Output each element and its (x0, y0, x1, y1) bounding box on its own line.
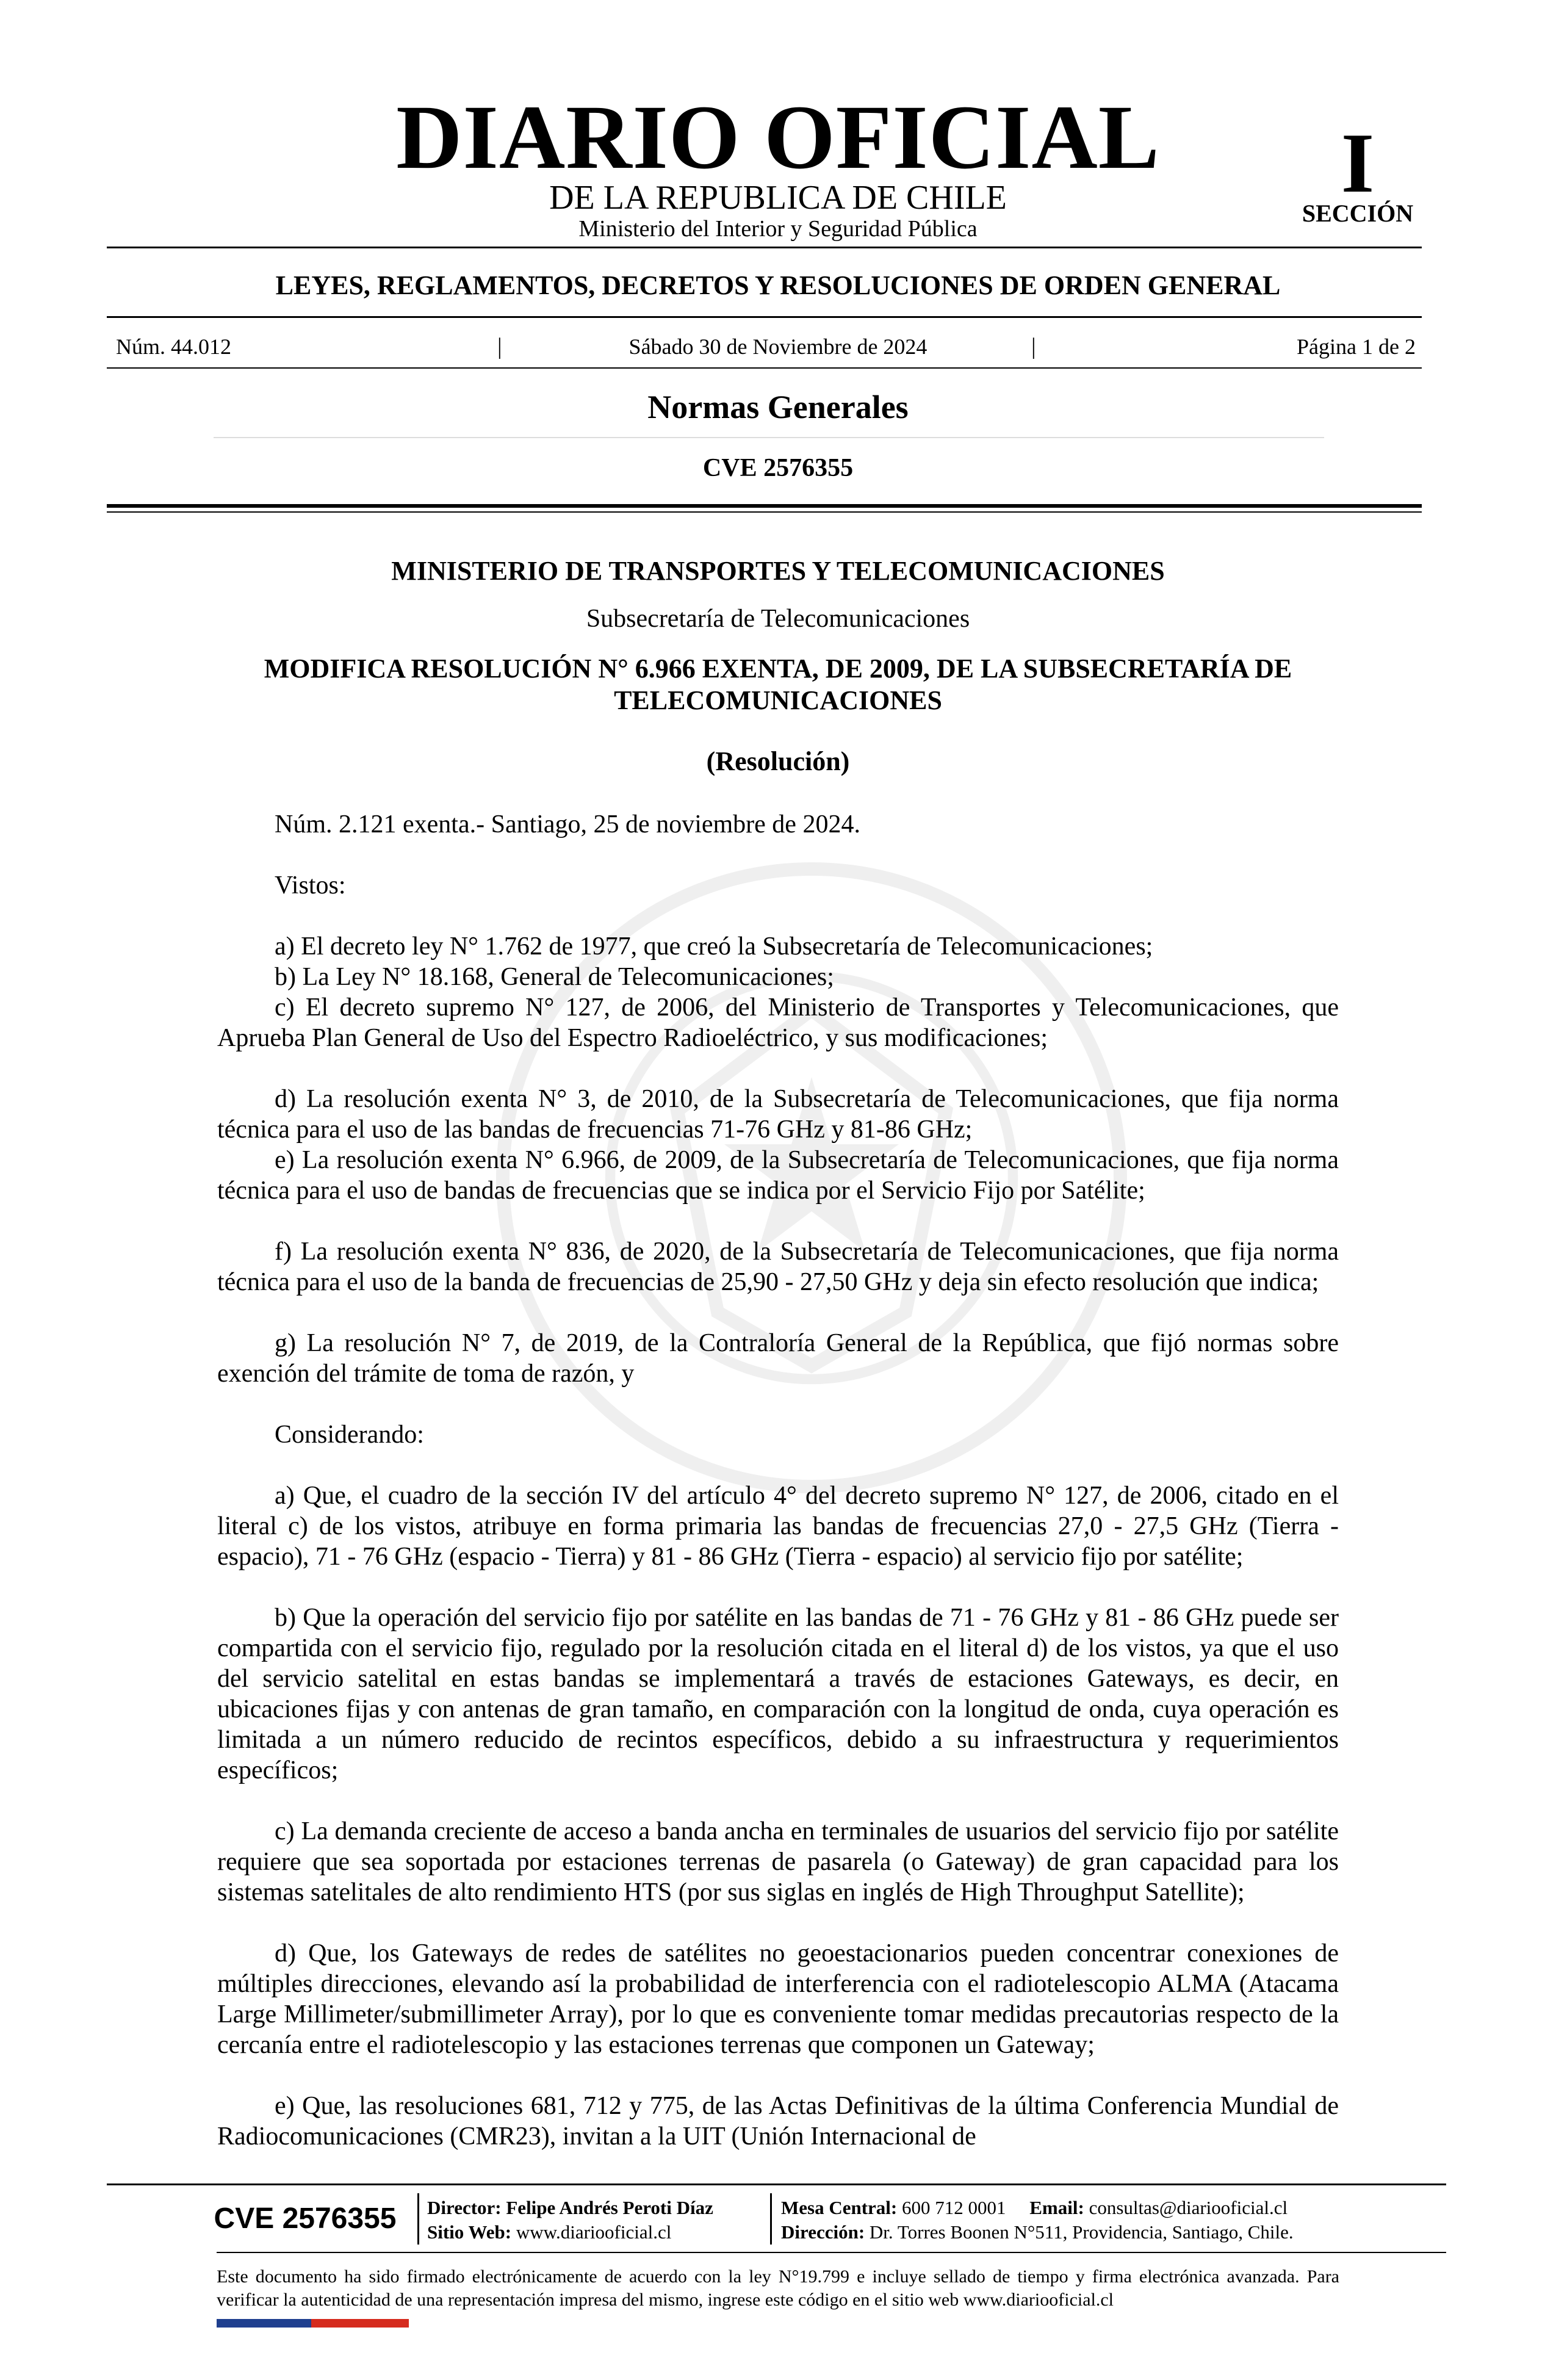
category-rule (107, 316, 1422, 318)
footer-rule (107, 2183, 1446, 2185)
footer-separator (417, 2193, 419, 2245)
considerando-a: a) Que, el cuadro de la sección IV del artículo 4° del decreto supremo N° 127, de 2006, citado en el literal c) de los vistos, atribuye en forma primaria las bandas de frecuencias 27,0 - 27,5 GHz (Tierra -espacio), 71 - 76 GHz (espacio - Tierra) y 81 - 86 GHz (Tierra - espacio) al servicio fijo por satélite; (217, 1482, 1339, 1571)
phone-label: Mesa Central: (781, 2197, 898, 2218)
director-label: Director: (427, 2197, 502, 2218)
document-type: (Resolución) (706, 746, 850, 776)
address-text: Dr. Torres Boonen N°511, Providencia, Santiago, Chile. (869, 2221, 1294, 2243)
visto-g: g) La resolución N° 7, de 2019, de la Contraloría General de la República, que fijó normas sobre exención del trámite de toma de razón, y (217, 1329, 1339, 1388)
section-title-rule (214, 437, 1324, 438)
considerando-b: b) Que la operación del servicio fijo por satélite en las bandas de 71 - 76 GHz y 81 - 86 GHz puede ser compartida con el servicio fijo, regulado por la resolución citada en el literal d) de los vistos, ya que el uso del servicio satelital en estas bandas se implementará a través de estaciones Gateways, es decir, en ubicaciones fijas y con antenas de gran tamaño, en comparación con la longitud de onda, cuya operación es limitada a un número reducido de recintos específicos, debido a su infraestructura y requerimientos específicos; (217, 1604, 1339, 1784)
page-indicator: Página 1 de 2 (1297, 334, 1416, 359)
footer-site (427, 2220, 781, 2245)
category-heading: LEYES, REGLAMENTOS, DECRETOS Y RESOLUCIONES DE ORDEN GENERAL (275, 270, 1281, 300)
resolution-title: MODIFICA RESOLUCIÓN N° 6.966 EXENTA, DE 2009, DE LA SUBSECRETARÍA DE TELECOMUNICACIONES (264, 654, 1292, 715)
visto-a: a) El decreto ley N° 1.762 de 1977, que creó la Subsecretaría de Telecomunicaciones; (275, 932, 1153, 961)
footer-thin-rule (217, 2252, 1446, 2253)
considerando-e: e) Que, las resoluciones 681, 712 y 775, de las Actas Definitivas de la última Conferencia Mundial de Radiocomunicaciones (CMR23), invitan a la UIT (Unión Internacional de (217, 2092, 1339, 2151)
footer-address (781, 2220, 1446, 2245)
issue-number: Núm. 44.012 (116, 334, 231, 359)
phone-number: 600 712 0001 (902, 2197, 1006, 2218)
considerando-d: d) Que, los Gateways de redes de satélites no geoestacionarios pueden concentrar conexiones de múltiples direcciones, elevando así la probabilidad de interferencia con el radiotelescopio ALMA (Atacama Large Millimeter/submillimeter Array), por lo que es conveniente tomar medidas precautorias respecto de la cercanía entre el radiotelescopio y las estaciones terrenas que componen un Gateway; (217, 1939, 1339, 2059)
footer-disclaimer: Este documento ha sido firmado electrónicamente de acuerdo con la ley N°19.799 e incluye sellado de tiempo y firma electrónica avanzada. Para verificar la autenticidad de una representación impresa del mismo, ingrese este código en el sitio web www.diariooficial.cl (217, 2266, 1339, 2310)
footer-director (427, 2196, 781, 2220)
subsecretaria: Subsecretaría de Telecomunicaciones (586, 605, 970, 633)
cve-code: CVE 2576355 (702, 454, 854, 482)
info-rule (107, 367, 1422, 369)
ministry-line: Ministerio del Interior y Seguridad Pública (578, 216, 978, 242)
newspaper-subtitle: DE LA REPUBLICA DE CHILE (549, 179, 1007, 217)
flag-stripe-blue (217, 2319, 311, 2328)
visto-d: d) La resolución exenta N° 3, de 2010, de la Subsecretaría de Telecomunicaciones, que fija norma técnica para el uso de las bandas de frecuencias 71-76 GHz y 81-86 GHz; (217, 1085, 1339, 1144)
footer-cve: CVE 2576355 (214, 2202, 397, 2235)
section-number: I (1341, 116, 1375, 211)
number-line: Núm. 2.121 exenta.- Santiago, 25 de noviembre de 2024. (275, 810, 860, 838)
masthead-rule (107, 247, 1422, 248)
footer-contact (781, 2196, 1446, 2220)
visto-b: b) La Ley N° 18.168, General de Telecomunicaciones; (275, 963, 834, 991)
address-label: Dirección: (781, 2221, 865, 2243)
footer-separator (770, 2193, 772, 2245)
considerando-heading: Considerando: (275, 1421, 424, 1449)
email-label: Email: (1029, 2197, 1084, 2218)
newspaper-title: DIARIO OFICIAL (396, 87, 1160, 188)
ministry-heading: MINISTERIO DE TRANSPORTES Y TELECOMUNICACIONES (391, 556, 1165, 586)
separator: | (497, 334, 502, 359)
issue-date: Sábado 30 de Noviembre de 2024 (629, 334, 927, 359)
header-double-rule-thick (107, 504, 1422, 508)
email-link[interactable]: consultas@diariooficial.cl (1089, 2197, 1288, 2218)
section-title: Normas Generales (647, 389, 909, 425)
vistos-heading: Vistos: (275, 871, 346, 900)
separator: | (1031, 334, 1036, 359)
site-link[interactable]: www.diariooficial.cl (516, 2221, 672, 2243)
visto-c: c) El decreto supremo N° 127, de 2006, del Ministerio de Transportes y Telecomunicaciones, que Aprueba Plan General de Uso del Espectro Radioeléctrico, y sus modificaciones; (217, 993, 1339, 1052)
considerando-c: c) La demanda creciente de acceso a banda ancha en terminales de usuarios del servicio fijo por satélite requiere que sea soportada por estaciones terrenas de pasarela (o Gateway) de gran capacidad para los sistemas satelitales de alto rendimiento HTS (por sus siglas en inglés de High Throughput Satellite); (217, 1817, 1339, 1906)
visto-e: e) La resolución exenta N° 6.966, de 2009, de la Subsecretaría de Telecomunicaciones, que fija norma técnica para el uso de bandas de frecuencias que se indica por el Servicio Fijo por Satélite; (217, 1146, 1339, 1205)
visto-f: f) La resolución exenta N° 836, de 2020, de la Subsecretaría de Telecomunicaciones, que fija norma técnica para el uso de la banda de frecuencias de 25,90 - 27,50 GHz y deja sin efecto resolución que indica; (217, 1238, 1339, 1296)
flag-stripe-red (311, 2319, 409, 2328)
director-name: Felipe Andrés Peroti Díaz (506, 2197, 713, 2218)
site-label: Sitio Web: (427, 2221, 512, 2243)
section-label: SECCIÓN (1302, 200, 1414, 227)
header-double-rule-thin (107, 511, 1422, 513)
